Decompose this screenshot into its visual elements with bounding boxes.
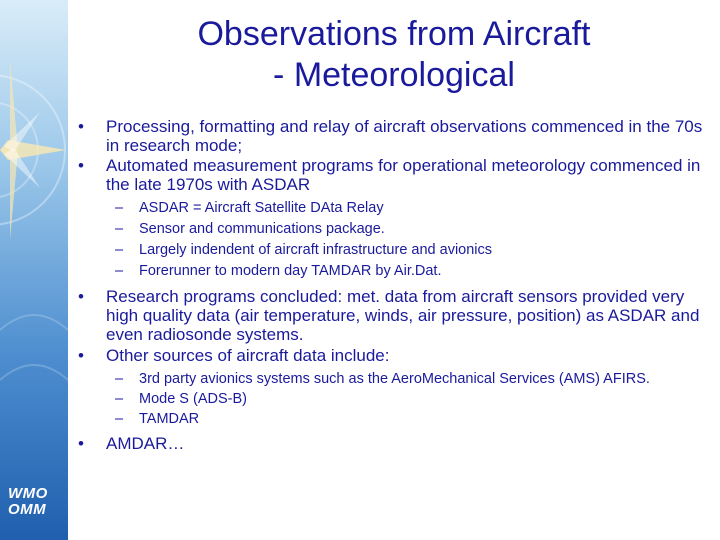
sub-bullet-text: TAMDAR xyxy=(139,410,200,427)
sub-bullet-item xyxy=(78,391,706,408)
bullet-text: Other sources of aircraft data include: xyxy=(106,346,390,366)
compass-star-icon xyxy=(0,0,68,540)
sub-bullet-text: ASDAR = Aircraft Satellite DAta Relay xyxy=(139,200,384,217)
slide-title-line2: - Meteorological xyxy=(273,56,515,94)
sub-bullet-text: Mode S (ADS-B) xyxy=(139,390,247,407)
wmo-logo xyxy=(8,486,48,518)
wmo-logo-line2: OMM xyxy=(8,501,47,518)
sub-bullet-text: Largely indendent of aircraft infrastructure and avionics xyxy=(139,242,493,259)
bullet-item xyxy=(78,288,706,344)
sidebar-decoration xyxy=(0,0,68,540)
bullet-item xyxy=(78,347,706,366)
dash-marker: – xyxy=(115,410,124,427)
slide-title-line1: Observations from Aircraft xyxy=(197,15,591,53)
bullet-text: Processing, formatting and relay of aircraft observations commenced in the 70s in research mode; xyxy=(106,117,703,155)
sub-bullet-text: Forerunner to modern day TAMDAR by Air.Dat. xyxy=(139,263,442,280)
dash-marker: – xyxy=(115,390,124,407)
dash-marker: – xyxy=(115,242,124,259)
sub-bullet-item xyxy=(78,371,706,388)
wmo-logo-line1: WMO xyxy=(8,485,48,502)
bullet-marker: • xyxy=(78,117,84,136)
bullet-marker: • xyxy=(78,287,84,307)
sub-bullet-item xyxy=(78,411,706,428)
bullet-marker: • xyxy=(78,156,84,176)
bullet-text: AMDAR… xyxy=(106,433,185,453)
dash-marker: – xyxy=(115,263,124,280)
dash-marker: – xyxy=(115,221,124,238)
bullet-item xyxy=(78,157,706,194)
bullet-marker: • xyxy=(78,346,84,366)
bullet-item xyxy=(78,435,706,454)
dash-marker: – xyxy=(115,370,124,387)
bullet-text: Automated measurement programs for operational meteorology commenced in the late 1970s with ASDAR xyxy=(106,156,701,194)
sub-bullet-text: Sensor and communications package. xyxy=(139,221,385,238)
bullet-text: Research programs concluded: met. data from aircraft sensors provided very high quality data (air temperature, winds, air pressure, position) as ASDAR and even radiosonde systems. xyxy=(106,287,700,344)
dash-marker: – xyxy=(115,200,124,217)
sub-bullet-item xyxy=(78,221,706,238)
sub-bullet-item xyxy=(78,200,706,217)
sub-bullet-item xyxy=(78,263,706,280)
sub-bullet-item xyxy=(78,242,706,259)
slide-title xyxy=(68,14,720,96)
bullet-marker: • xyxy=(78,433,84,453)
slide-content xyxy=(78,118,706,453)
bullet-item xyxy=(78,118,706,155)
sub-bullet-text: 3rd party avionics systems such as the AeroMechanical Services (AMS) AFIRS. xyxy=(139,370,650,387)
